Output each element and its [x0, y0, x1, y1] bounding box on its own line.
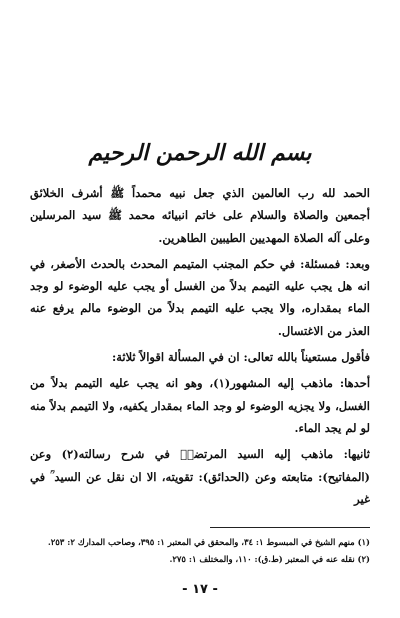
- basmala-heading: بسم الله الرحمن الرحيم: [88, 140, 312, 166]
- footnote-2: (٢) نقله عنه في المعتبر (ط.ق): ١١٠، والمختلف ١: ٢٧٥.: [169, 554, 370, 564]
- footnotes: [30, 534, 370, 568]
- paragraph-intro: الحمد لله رب العالمين الذي جعل نبيه محمداً ﷺ أشرف الخلائق أجمعين والصلاة والسلام على خاتم انبيائه محمد ﷺ سيد المرسلين وعلى آله الصلاة المهديين الطيبين الطاهرين.: [30, 186, 370, 245]
- paragraph-question: وبعد: فمسئلة: في حكم المجنب المتيمم المحدث بالحدث الأصغر، في انه هل يجب عليه التيمم بدلاً من الغسل أو يجب عليه الوضوء لو وجد الماء بمقداره، والا يجب عليه التيمم بدلاً من الوضوء مالم يرفع عنه العذر من الاغتسال.: [30, 256, 370, 338]
- page-number: - ١٧ -: [182, 582, 218, 597]
- footnote-divider: [210, 527, 370, 528]
- footnote-1: (١) منهم الشيخ في المبسوط ١: ٣٤، والمحقق في المعتبر ١: ٣٩٥، وصاحب المدارك ٢: ٢٥٣.: [47, 537, 370, 547]
- paragraph-opinions: فأقول مستعيناً بالله تعالى: ان في المسألة اقوالاً ثلاثة:: [111, 350, 370, 365]
- paragraph-second-opinion: ثانيها: ماذهب إليه السيد المرتضىؒ في شرح رسالته(٢) وعن (المفاتيح): متابعته وعن (الحدائق): تقويته، الا ان نقل عن السيد ؒ في غير: [30, 447, 370, 506]
- main-text: [30, 182, 370, 514]
- paragraph-first-opinion: أحدها: ماذهب إليه المشهور(١)، وهو انه يجب عليه التيمم بدلاً من الغسل، ولا يجزيه الوضوء لو وجد الماء بمقدار يكفيه، ولا التيمم بدلاً منه لو لم يجد الماء.: [30, 376, 371, 435]
